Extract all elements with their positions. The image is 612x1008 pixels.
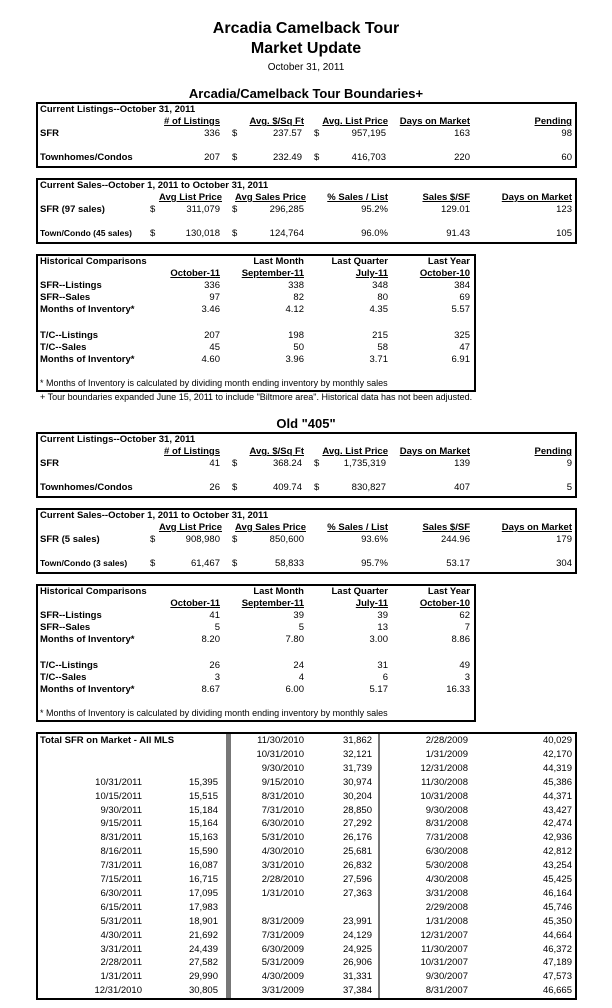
cell-value: 93.6%	[361, 534, 388, 545]
date-cell: 8/31/2009	[261, 916, 304, 927]
cell-value: 908,980	[185, 534, 220, 545]
count-cell: 27,596	[342, 874, 372, 885]
count-cell: 46,164	[542, 888, 572, 899]
date-cell: 1/31/2011	[100, 971, 142, 982]
date-cell: 3/31/2010	[261, 860, 304, 871]
date-cell: 1/31/2008	[425, 916, 468, 927]
date-cell: 9/30/2007	[425, 971, 468, 982]
col-header-september-11: September-11	[241, 268, 304, 279]
history-footnote: * Months of Inventory is calculated by dividing month ending inventory by monthly sales	[40, 708, 388, 718]
cell-value: 6.91	[451, 354, 470, 365]
cell-value: 49	[459, 660, 470, 671]
col-header-last-quarter: Last Quarter	[331, 586, 388, 597]
count-cell: 47,573	[542, 971, 572, 982]
sales-heading: Current Sales--October 1, 2011 to October 31, 2011	[40, 510, 269, 521]
date-cell: 3/31/2008	[425, 888, 468, 899]
col-header-october-11: October-11	[170, 598, 220, 609]
cell-value: 179	[556, 534, 572, 545]
col-header-dom: Days on Market	[501, 192, 572, 203]
count-cell: 31,331	[342, 971, 372, 982]
cell-value: 8.86	[451, 634, 470, 645]
cell-value: 296,285	[269, 204, 304, 215]
date-cell: 9/30/2010	[261, 763, 304, 774]
cell-value: 58,833	[274, 558, 304, 569]
date-cell: 2/28/2011	[100, 957, 142, 968]
col-header-october-10: October-10	[419, 268, 470, 279]
count-cell: 32,121	[342, 749, 372, 760]
date-cell: 12/31/2008	[420, 763, 468, 774]
cell-value: 304	[556, 558, 572, 569]
date-cell: 4/30/2010	[261, 846, 304, 857]
col-header-sales-sf: Sales $/SF	[422, 522, 470, 533]
count-cell: 24,925	[342, 944, 372, 955]
count-cell: 40,029	[542, 735, 572, 746]
date-cell: 3/31/2011	[100, 944, 142, 955]
row-label: Months of Inventory*	[40, 304, 135, 315]
cell-value: 58	[377, 342, 388, 353]
date-cell: 6/30/2010	[261, 818, 304, 829]
cell-value: 95.2%	[361, 204, 388, 215]
col-header-avg-list: Avg List Price	[158, 522, 222, 533]
count-cell: 16,715	[188, 874, 218, 885]
col-header-october-10: October-10	[419, 598, 470, 609]
count-cell: 44,664	[542, 930, 572, 941]
date-cell: 8/16/2011	[100, 846, 142, 857]
cell-value: 5	[566, 482, 572, 493]
cell-value: 311,079	[186, 204, 220, 215]
date-cell: 8/31/2010	[261, 791, 304, 802]
report-date: October 31, 2011	[267, 62, 345, 73]
col-header-listings: # of Listings	[164, 116, 220, 127]
cell-value: 244.96	[440, 534, 470, 545]
date-cell: 9/15/2011	[100, 818, 142, 829]
cell-value: 830,827	[351, 482, 386, 493]
count-cell: 25,681	[342, 846, 372, 857]
count-cell: 45,746	[542, 902, 572, 913]
cell-value: 26	[209, 660, 220, 671]
col-header-list-price: Avg. List Price	[322, 446, 388, 457]
cell-value: 6	[382, 672, 388, 683]
cell-value: 16.33	[446, 684, 470, 695]
listings-heading: Current Listings--October 31, 2011	[40, 104, 196, 115]
cell-value: 61,467	[190, 558, 220, 569]
cell-value: 3.96	[285, 354, 304, 365]
count-cell: 37,384	[342, 985, 372, 996]
cell-value: 338	[288, 280, 304, 291]
count-cell: 45,425	[542, 874, 572, 885]
cell-value: 3.00	[369, 634, 388, 645]
cell-value: $	[232, 458, 238, 469]
count-cell: 46,372	[542, 944, 572, 955]
row-label: SFR--Listings	[40, 280, 102, 291]
count-cell: 27,582	[188, 957, 218, 968]
cell-value: 3	[214, 672, 220, 683]
cell-value: 416,703	[351, 152, 386, 163]
col-header-last-year: Last Year	[427, 256, 470, 267]
cell-value: $	[314, 482, 320, 493]
cell-value: 4.12	[285, 304, 304, 315]
count-cell: 15,184	[188, 805, 218, 816]
date-cell: 6/30/2008	[425, 846, 468, 857]
cell-value: 95.7%	[361, 558, 388, 569]
report-subtitle: Market Update	[250, 40, 362, 57]
count-cell: 23,991	[342, 916, 372, 927]
cell-value: 124,764	[269, 228, 304, 239]
cell-value: 1,735,319	[343, 458, 386, 469]
cell-value: 232.49	[272, 152, 302, 163]
date-cell: 7/31/2010	[261, 805, 304, 816]
cell-value: 123	[556, 204, 572, 215]
cell-value: 163	[454, 128, 470, 139]
cell-value: 4.60	[201, 354, 220, 365]
date-cell: 4/30/2009	[261, 971, 304, 982]
cell-value: 407	[454, 482, 470, 493]
count-cell: 44,319	[542, 763, 572, 774]
cell-value: 62	[459, 610, 470, 621]
cell-value: 409.74	[272, 482, 302, 493]
col-header-dom: Days on Market	[501, 522, 572, 533]
col-header-last-quarter: Last Quarter	[331, 256, 388, 267]
cell-value: $	[150, 228, 156, 239]
count-cell: 30,204	[342, 791, 372, 802]
date-cell: 7/15/2011	[100, 874, 142, 885]
date-cell: 5/31/2011	[100, 916, 142, 927]
cell-value: 50	[293, 342, 304, 353]
cell-value: $	[150, 558, 156, 569]
cell-value: 215	[372, 330, 388, 341]
cell-value: 39	[293, 610, 304, 621]
count-cell: 24,129	[342, 930, 372, 941]
count-cell: 17,983	[188, 902, 218, 913]
cell-value: 3.46	[201, 304, 220, 315]
cell-value: 4.35	[369, 304, 388, 315]
col-header-pct: % Sales / List	[327, 192, 388, 203]
count-cell: 26,832	[342, 860, 372, 871]
col-header-last-month: Last Month	[253, 586, 304, 597]
row-label: Months of Inventory*	[40, 354, 135, 365]
cell-value: 41	[209, 458, 220, 469]
col-header-last-month: Last Month	[253, 256, 304, 267]
row-label: Town/Condo (3 sales)	[40, 558, 128, 568]
cell-value: 96.0%	[361, 228, 388, 239]
cell-value: 348	[372, 280, 388, 291]
history-heading: Historical Comparisons	[40, 256, 147, 267]
count-cell: 47,189	[542, 957, 572, 968]
cell-value: 384	[454, 280, 470, 291]
row-label: SFR--Listings	[40, 610, 102, 621]
cell-value: 91.43	[446, 228, 470, 239]
cell-value: 5	[298, 622, 304, 633]
date-cell: 12/31/2007	[420, 930, 468, 941]
col-header-sqft: Avg. $/Sq Ft	[249, 116, 304, 127]
date-cell: 1/31/2010	[261, 888, 304, 899]
count-cell: 46,665	[542, 985, 572, 996]
date-cell: 12/31/2010	[94, 985, 142, 996]
date-cell: 11/30/2010	[257, 735, 304, 746]
cell-value: 5.57	[451, 304, 470, 315]
cell-value: 82	[293, 292, 304, 303]
date-cell: 5/31/2009	[261, 957, 304, 968]
cell-value: $	[232, 482, 238, 493]
cell-value: 207	[204, 152, 220, 163]
date-cell: 10/31/2011	[95, 777, 142, 788]
total-sfr-heading: Total SFR on Market - All MLS	[40, 735, 175, 746]
history-footnote: * Months of Inventory is calculated by dividing month ending inventory by monthly sales	[40, 378, 388, 388]
cell-value: 98	[561, 128, 572, 139]
date-cell: 10/31/2008	[420, 791, 468, 802]
date-cell: 11/30/2007	[421, 944, 468, 955]
row-label: Townhomes/Condos	[40, 482, 133, 493]
date-cell: 7/31/2009	[261, 930, 304, 941]
row-label: SFR (5 sales)	[40, 534, 100, 545]
report-title: Arcadia Camelback Tour	[212, 20, 400, 37]
date-cell: 10/31/2010	[256, 749, 304, 760]
date-cell: 2/29/2008	[425, 902, 468, 913]
count-cell: 42,812	[542, 846, 572, 857]
date-cell: 10/31/2007	[420, 957, 468, 968]
date-cell: 4/30/2011	[100, 930, 142, 941]
column-divider	[378, 734, 380, 998]
row-label: Months of Inventory*	[40, 684, 135, 695]
count-cell: 29,990	[188, 971, 218, 982]
cell-value: $	[232, 534, 238, 545]
cell-value: 220	[454, 152, 470, 163]
count-cell: 45,386	[542, 777, 572, 788]
date-cell: 6/15/2011	[100, 902, 142, 913]
date-cell: 8/31/2008	[425, 818, 468, 829]
row-label: Townhomes/Condos	[40, 152, 133, 163]
date-cell: 7/31/2011	[100, 860, 142, 871]
col-header-pct: % Sales / List	[327, 522, 388, 533]
cell-value: 31	[377, 660, 388, 671]
count-cell: 44,371	[542, 791, 572, 802]
cell-value: 325	[454, 330, 470, 341]
cell-value: $	[314, 128, 320, 139]
cell-value: 7	[464, 622, 470, 633]
row-label: T/C--Sales	[40, 342, 87, 353]
cell-value: 850,600	[269, 534, 304, 545]
cell-value: 207	[204, 330, 220, 341]
count-cell: 42,170	[542, 749, 572, 760]
cell-value: $	[232, 204, 238, 215]
sales-heading: Current Sales--October 1, 2011 to October 31, 2011	[40, 180, 269, 191]
cell-value: 80	[377, 292, 388, 303]
col-header-pending: Pending	[534, 116, 572, 127]
date-cell: 9/30/2011	[100, 805, 142, 816]
cell-value: 8.67	[201, 684, 220, 695]
row-label: Town/Condo (45 sales)	[40, 228, 132, 238]
cell-value: $	[232, 228, 238, 239]
count-cell: 27,363	[342, 888, 372, 899]
row-label: SFR--Sales	[40, 292, 91, 303]
cell-value: 336	[204, 128, 220, 139]
count-cell: 15,515	[188, 791, 218, 802]
count-cell: 27,292	[342, 818, 372, 829]
count-cell: 17,095	[188, 888, 218, 899]
tour-boundaries-note: + Tour boundaries expanded June 15, 2011 to include "Biltmore area". Historical data has not been adjusted.	[40, 392, 473, 402]
cell-value: 105	[556, 228, 572, 239]
cell-value: 39	[377, 610, 388, 621]
date-cell: 10/15/2011	[95, 791, 142, 802]
row-label: SFR (97 sales)	[40, 204, 105, 215]
row-label: SFR	[40, 128, 59, 139]
count-cell: 31,862	[342, 735, 372, 746]
cell-value: 60	[561, 152, 572, 163]
row-label: T/C--Listings	[40, 330, 99, 341]
cell-value: 26	[209, 482, 220, 493]
count-cell: 24,439	[188, 944, 218, 955]
count-cell: 15,164	[188, 818, 218, 829]
cell-value: $	[232, 128, 238, 139]
col-header-dom: Days on Market	[399, 116, 470, 127]
cell-value: $	[232, 558, 238, 569]
col-header-sqft: Avg. $/Sq Ft	[249, 446, 304, 457]
cell-value: 24	[293, 660, 304, 671]
cell-value: 53.17	[446, 558, 470, 569]
section-title-old-405: Old "405"	[276, 416, 336, 431]
date-cell: 5/30/2008	[425, 860, 468, 871]
date-cell: 3/31/2009	[261, 985, 304, 996]
cell-value: 957,195	[351, 128, 386, 139]
col-header-july-11: July-11	[355, 268, 388, 279]
date-cell: 5/31/2010	[261, 832, 304, 843]
col-header-july-11: July-11	[355, 598, 388, 609]
date-cell: 11/30/2008	[421, 777, 468, 788]
date-cell: 2/28/2009	[425, 735, 468, 746]
listings-heading: Current Listings--October 31, 2011	[40, 434, 196, 445]
cell-value: 97	[209, 292, 220, 303]
cell-value: 5	[214, 622, 220, 633]
col-header-list-price: Avg. List Price	[322, 116, 388, 127]
count-cell: 16,087	[188, 860, 218, 871]
count-cell: 15,590	[188, 846, 218, 857]
row-label: SFR--Sales	[40, 622, 91, 633]
col-header-avg-list: Avg List Price	[158, 192, 222, 203]
count-cell: 31,739	[342, 763, 372, 774]
cell-value: 41	[209, 610, 220, 621]
cell-value: $	[150, 534, 156, 545]
count-cell: 26,906	[342, 957, 372, 968]
row-label: Months of Inventory*	[40, 634, 135, 645]
col-header-sales-sf: Sales $/SF	[422, 192, 470, 203]
date-cell: 1/31/2009	[425, 749, 468, 760]
date-cell: 8/31/2011	[100, 832, 142, 843]
date-cell: 9/30/2008	[425, 805, 468, 816]
date-cell: 9/15/2010	[261, 777, 304, 788]
date-cell: 7/31/2008	[425, 832, 468, 843]
col-header-avg-sales: Avg Sales Price	[235, 192, 306, 203]
section-title-arcadia: Arcadia/Camelback Tour Boundaries+	[188, 86, 424, 101]
count-cell: 30,805	[188, 985, 218, 996]
count-cell: 26,176	[342, 832, 372, 843]
col-header-last-year: Last Year	[427, 586, 470, 597]
date-cell: 4/30/2008	[425, 874, 468, 885]
row-label: T/C--Sales	[40, 672, 87, 683]
count-cell: 15,395	[188, 777, 218, 788]
count-cell: 45,350	[542, 916, 572, 927]
col-header-october-11: October-11	[170, 268, 220, 279]
count-cell: 42,474	[542, 818, 572, 829]
col-header-listings: # of Listings	[164, 446, 220, 457]
count-cell: 43,254	[542, 860, 572, 871]
cell-value: 47	[459, 342, 470, 353]
cell-value: 6.00	[285, 684, 304, 695]
cell-value: 7.80	[285, 634, 304, 645]
col-header-avg-sales: Avg Sales Price	[235, 522, 306, 533]
cell-value: 198	[288, 330, 304, 341]
cell-value: $	[150, 204, 156, 215]
count-cell: 15,163	[188, 832, 218, 843]
cell-value: 3	[464, 672, 470, 683]
row-label: T/C--Listings	[40, 660, 99, 671]
count-cell: 43,427	[542, 805, 572, 816]
cell-value: 368.24	[272, 458, 302, 469]
date-cell: 6/30/2009	[261, 944, 304, 955]
col-header-september-11: September-11	[241, 598, 304, 609]
cell-value: $	[314, 458, 320, 469]
cell-value: 237.57	[272, 128, 302, 139]
count-cell: 21,692	[188, 930, 218, 941]
count-cell: 30,974	[342, 777, 372, 788]
cell-value: 3.71	[369, 354, 388, 365]
row-label: SFR	[40, 458, 59, 469]
cell-value: $	[232, 152, 238, 163]
count-cell: 42,936	[542, 832, 572, 843]
cell-value: 9	[566, 458, 572, 469]
date-cell: 6/30/2011	[100, 888, 142, 899]
col-header-dom: Days on Market	[399, 446, 470, 457]
count-cell: 28,850	[342, 805, 372, 816]
cell-value: 336	[204, 280, 220, 291]
cell-value: 139	[454, 458, 470, 469]
cell-value: 5.17	[369, 684, 388, 695]
cell-value: 130,018	[185, 228, 220, 239]
cell-value: 45	[209, 342, 220, 353]
date-cell: 2/28/2010	[261, 874, 304, 885]
cell-value: $	[314, 152, 320, 163]
cell-value: 129.01	[440, 204, 470, 215]
cell-value: 4	[298, 672, 304, 683]
cell-value: 13	[377, 622, 388, 633]
cell-value: 69	[459, 292, 470, 303]
col-header-pending: Pending	[534, 446, 572, 457]
date-cell: 8/31/2007	[425, 985, 468, 996]
history-heading: Historical Comparisons	[40, 586, 147, 597]
count-cell: 18,901	[188, 916, 218, 927]
cell-value: 8.20	[201, 634, 220, 645]
